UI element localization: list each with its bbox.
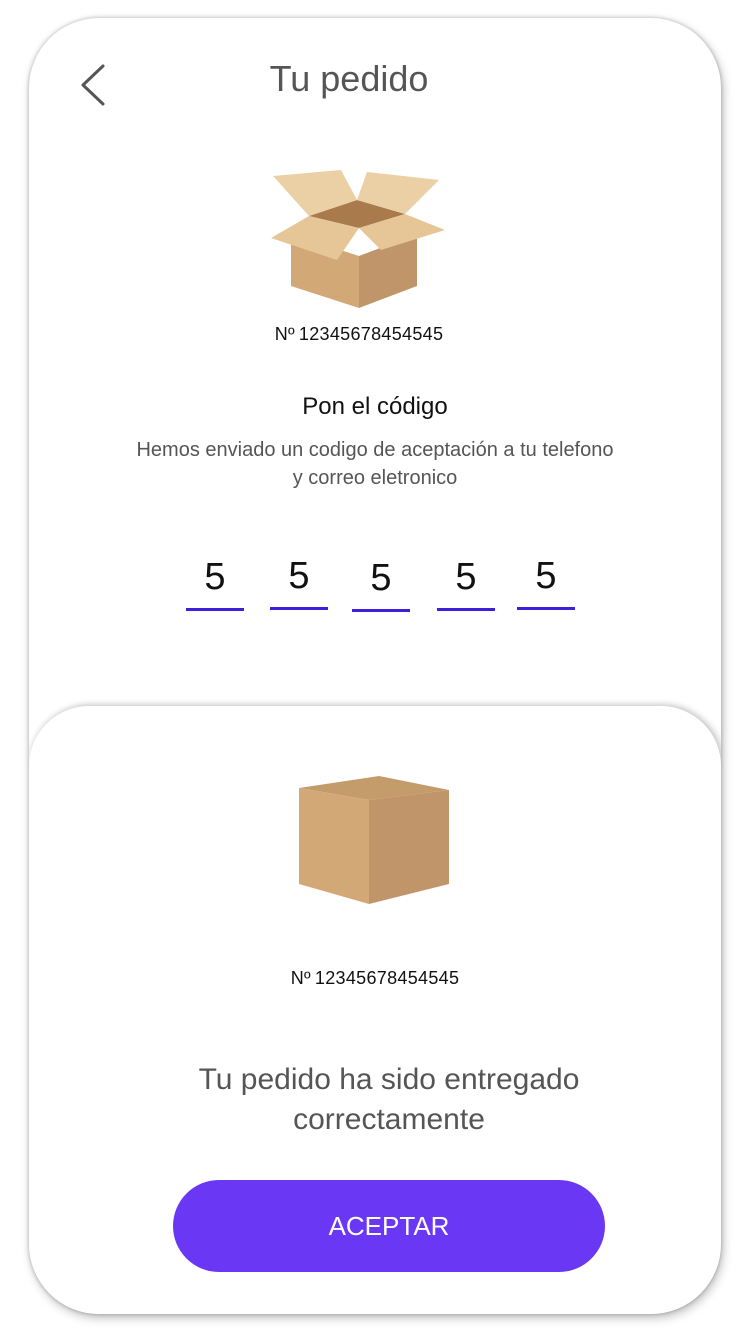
code-subtitle-line1: Hemos enviado un codigo de aceptación a tu telefono [136, 439, 614, 461]
code-digit-5[interactable]: 5 [517, 547, 575, 610]
order-number-value: 12345678454545 [298, 324, 444, 344]
open-box-illustration [269, 168, 449, 308]
closed-box-illustration [299, 776, 451, 904]
delivered-message-line1: Tu pedido ha sido entregado [198, 1063, 580, 1096]
order-number [29, 324, 689, 345]
code-digit-3[interactable]: 5 [352, 549, 410, 612]
delivered-message [89, 1060, 689, 1140]
code-subtitle-line2: y correo eletronico [292, 467, 458, 489]
delivery-confirmation-sheet [29, 706, 721, 1314]
code-subtitle [89, 436, 661, 492]
sheet-order-number-prefix: Nº [290, 968, 311, 988]
accept-button[interactable]: ACEPTAR [173, 1180, 605, 1272]
order-number-prefix: Nº [274, 324, 295, 344]
page-title: Tu pedido [269, 58, 429, 99]
sheet-order-number [29, 968, 721, 989]
delivered-message-line2: correctamente [293, 1103, 485, 1136]
phone-frame [29, 18, 721, 1314]
code-title: Pon el código [302, 393, 448, 420]
code-digit-1[interactable]: 5 [186, 548, 244, 611]
sheet-order-number-value: 12345678454545 [314, 968, 460, 988]
code-digit-4[interactable]: 5 [437, 548, 495, 611]
code-digit-2[interactable]: 5 [270, 547, 328, 610]
